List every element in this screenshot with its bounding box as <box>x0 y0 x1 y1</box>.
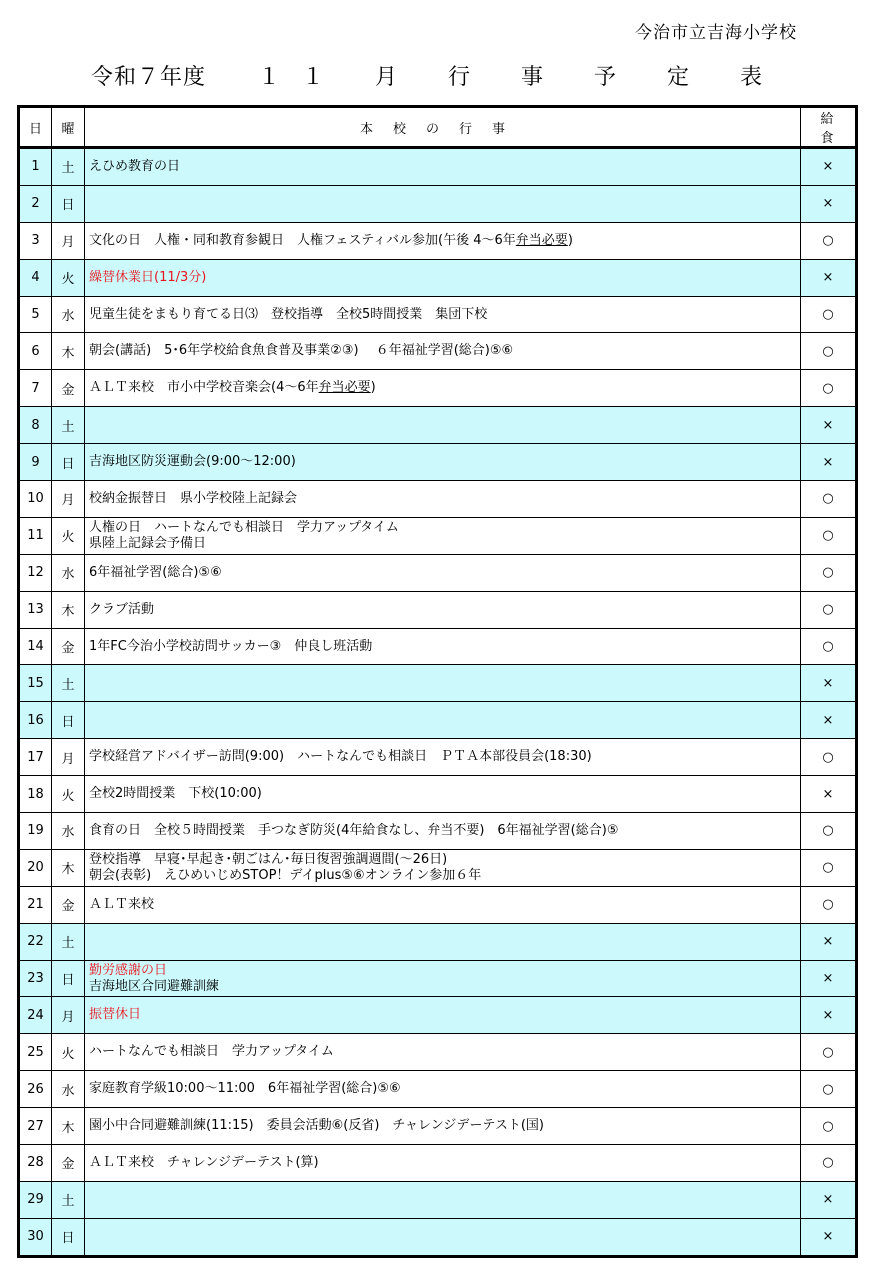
table-row <box>19 333 857 370</box>
weekday-cell: 土 <box>52 923 85 960</box>
meal-cell: ○ <box>801 886 857 923</box>
day-cell: 24 <box>19 997 52 1034</box>
event-text: 弁当必要 <box>515 232 568 248</box>
day-cell: 7 <box>19 370 52 407</box>
table-row <box>19 665 857 702</box>
school-name: 今治市立吉海小学校 <box>635 23 797 43</box>
meal-cell: × <box>801 997 857 1034</box>
day-cell: 1 <box>19 148 52 186</box>
meal-cell: × <box>801 259 857 296</box>
weekday-cell: 土 <box>52 665 85 702</box>
table-row <box>19 517 857 554</box>
weekday-cell: 日 <box>52 185 85 222</box>
day-cell: 19 <box>19 813 52 850</box>
events-cell <box>85 148 801 186</box>
event-text: 吉海地区防災運動会(9:00～12:00) <box>89 454 296 470</box>
schedule-body <box>19 148 857 1257</box>
weekday-cell: 月 <box>52 997 85 1034</box>
meal-cell: ○ <box>801 370 857 407</box>
event-text: 登校指導 早寝･早起き･朝ごはん･毎日復習強調週間(～26日) <box>89 851 448 867</box>
event-line <box>89 520 800 536</box>
meal-cell: ○ <box>801 1145 857 1182</box>
meal-cell: ○ <box>801 591 857 628</box>
events-cell <box>85 628 801 665</box>
col-header-events: 本校の行事 <box>85 107 801 148</box>
day-cell: 29 <box>19 1181 52 1218</box>
meal-cell: × <box>801 185 857 222</box>
table-row <box>19 923 857 960</box>
weekday-cell: 月 <box>52 481 85 518</box>
events-cell <box>85 517 801 554</box>
weekday-cell: 水 <box>52 296 85 333</box>
meal-cell: ○ <box>801 333 857 370</box>
weekday-cell: 日 <box>52 444 85 481</box>
meal-cell: ○ <box>801 1034 857 1071</box>
events-cell <box>85 333 801 370</box>
weekday-cell: 火 <box>52 776 85 813</box>
weekday-cell: 木 <box>52 1108 85 1145</box>
event-text: 弁当必要 <box>318 380 371 396</box>
events-cell <box>85 665 801 702</box>
events-cell <box>85 997 801 1034</box>
event-text: 吉海地区合同避難訓練 <box>89 978 220 994</box>
day-cell: 14 <box>19 628 52 665</box>
event-line <box>89 852 800 868</box>
weekday-cell: 火 <box>52 517 85 554</box>
table-row <box>19 222 857 259</box>
events-cell <box>85 813 801 850</box>
events-cell <box>85 554 801 591</box>
meal-cell: × <box>801 1181 857 1218</box>
events-cell <box>85 222 801 259</box>
weekday-cell: 金 <box>52 370 85 407</box>
event-line <box>89 454 800 470</box>
event-text: 勤労感謝の日 <box>89 962 168 978</box>
event-text: 食育の日 全校５時間授業 手つなぎ防災(4年給食なし、弁当不要) 6年福祉学習(総合)⑤ <box>89 822 619 838</box>
event-line <box>89 1081 800 1097</box>
table-row <box>19 1034 857 1071</box>
table-row <box>19 1218 857 1256</box>
event-text: 1年FC今治小学校訪問サッカー③ 仲良し班活動 <box>89 638 373 654</box>
event-text: えひめ教育の日 <box>89 158 181 174</box>
event-text: 全校2時間授業 下校(10:00) <box>89 786 262 802</box>
day-cell: 15 <box>19 665 52 702</box>
events-cell <box>85 702 801 739</box>
event-text: ) <box>370 380 376 396</box>
events-cell <box>85 591 801 628</box>
events-cell <box>85 1218 801 1256</box>
meal-cell: ○ <box>801 1108 857 1145</box>
meal-cell: × <box>801 960 857 997</box>
table-row <box>19 259 857 296</box>
day-cell: 26 <box>19 1071 52 1108</box>
event-line <box>89 963 800 979</box>
meal-cell: × <box>801 702 857 739</box>
table-row <box>19 1108 857 1145</box>
event-line <box>89 1155 800 1171</box>
table-row <box>19 1181 857 1218</box>
event-text: 学校経営アドバイザー訪問(9:00) ハートなんでも相談日 ＰＴＡ本部役員会(18:30) <box>89 749 592 765</box>
meal-cell: × <box>801 776 857 813</box>
table-row <box>19 185 857 222</box>
weekday-cell: 日 <box>52 960 85 997</box>
day-cell: 9 <box>19 444 52 481</box>
events-cell <box>85 739 801 776</box>
day-cell: 20 <box>19 849 52 886</box>
day-cell: 3 <box>19 222 52 259</box>
event-line <box>89 602 800 618</box>
event-text: クラブ活動 <box>89 601 155 617</box>
meal-cell: ○ <box>801 481 857 518</box>
events-cell <box>85 296 801 333</box>
table-row <box>19 849 857 886</box>
day-cell: 8 <box>19 407 52 444</box>
event-text: 文化の日 人権・同和教育参観日 人権フェスティバル参加(午後 4～6年 <box>89 232 516 248</box>
day-cell: 25 <box>19 1034 52 1071</box>
weekday-cell: 金 <box>52 886 85 923</box>
day-cell: 2 <box>19 185 52 222</box>
events-cell <box>85 1071 801 1108</box>
event-text: 繰替休業日(11/3分) <box>89 269 207 285</box>
events-cell <box>85 481 801 518</box>
table-row <box>19 554 857 591</box>
event-line <box>89 565 800 581</box>
event-line <box>89 536 800 552</box>
weekday-cell: 土 <box>52 1181 85 1218</box>
table-row <box>19 1145 857 1182</box>
event-line <box>89 868 800 884</box>
meal-cell: ○ <box>801 296 857 333</box>
events-cell <box>85 849 801 886</box>
weekday-cell: 日 <box>52 702 85 739</box>
title-year: 令和７年度 <box>91 65 207 90</box>
weekday-cell: 土 <box>52 148 85 186</box>
weekday-cell: 土 <box>52 407 85 444</box>
event-text: ＡＬＴ来校 市小中学校音楽会(4～6年 <box>89 380 319 396</box>
meal-cell: ○ <box>801 813 857 850</box>
event-line <box>89 979 800 995</box>
event-text: 人権の日 ハートなんでも相談日 学力アップタイム <box>89 519 399 535</box>
header-row <box>19 107 857 148</box>
weekday-cell: 金 <box>52 1145 85 1182</box>
table-row <box>19 148 857 186</box>
meal-cell: × <box>801 665 857 702</box>
event-line <box>89 343 800 359</box>
weekday-cell: 水 <box>52 813 85 850</box>
meal-cell: ○ <box>801 222 857 259</box>
weekday-cell: 水 <box>52 1071 85 1108</box>
events-cell <box>85 1108 801 1145</box>
event-text: 県陸上記録会予備日 <box>89 535 207 551</box>
table-row <box>19 370 857 407</box>
meal-cell: ○ <box>801 628 857 665</box>
day-cell: 10 <box>19 481 52 518</box>
event-text: ＡＬＴ来校 <box>89 896 155 912</box>
meal-cell: × <box>801 148 857 186</box>
weekday-cell: 火 <box>52 259 85 296</box>
meal-cell: ○ <box>801 554 857 591</box>
event-text: 家庭教育学級10:00～11:00 6年福祉学習(総合)⑤⑥ <box>89 1081 401 1097</box>
weekday-cell: 日 <box>52 1218 85 1256</box>
events-cell <box>85 259 801 296</box>
events-cell <box>85 1034 801 1071</box>
table-row <box>19 813 857 850</box>
weekday-cell: 月 <box>52 222 85 259</box>
day-cell: 23 <box>19 960 52 997</box>
title-month: １１ 月 行 事 予 定 表 <box>258 65 784 90</box>
event-text: 児童生徒をまもり育てる日⑶ 登校指導 全校5時間授業 集団下校 <box>89 306 488 322</box>
event-line <box>89 233 800 249</box>
meal-cell: × <box>801 444 857 481</box>
event-text: 6年福祉学習(総合)⑤⑥ <box>89 564 222 580</box>
table-row <box>19 407 857 444</box>
event-text: ハートなんでも相談日 学力アップタイム <box>89 1044 334 1060</box>
event-line <box>89 1007 800 1023</box>
table-row <box>19 481 857 518</box>
day-cell: 22 <box>19 923 52 960</box>
day-cell: 27 <box>19 1108 52 1145</box>
event-line <box>89 270 800 286</box>
event-line <box>89 897 800 913</box>
events-cell <box>85 923 801 960</box>
table-row <box>19 444 857 481</box>
events-cell <box>85 886 801 923</box>
table-row <box>19 702 857 739</box>
event-text: 朝会(表彰) えひめいじめSTOP！デイplus⑤⑥オンライン参加６年 <box>89 867 482 883</box>
day-cell: 21 <box>19 886 52 923</box>
day-cell: 5 <box>19 296 52 333</box>
events-cell <box>85 1181 801 1218</box>
day-cell: 17 <box>19 739 52 776</box>
table-row <box>19 739 857 776</box>
day-cell: 6 <box>19 333 52 370</box>
meal-cell: ○ <box>801 849 857 886</box>
event-text: 園小中合同避難訓練(11:15) 委員会活動⑥(反省) チャレンジデーテスト(国) <box>89 1118 544 1134</box>
day-cell: 13 <box>19 591 52 628</box>
events-cell <box>85 776 801 813</box>
col-header-dow: 曜 <box>52 107 85 148</box>
day-cell: 28 <box>19 1145 52 1182</box>
weekday-cell: 金 <box>52 628 85 665</box>
weekday-cell: 木 <box>52 333 85 370</box>
event-text: 校納金振替日 県小学校陸上記録会 <box>89 490 298 506</box>
event-line <box>89 639 800 655</box>
event-line <box>89 786 800 802</box>
event-line <box>89 380 800 396</box>
event-line <box>89 749 800 765</box>
day-cell: 11 <box>19 517 52 554</box>
table-row <box>19 628 857 665</box>
weekday-cell: 木 <box>52 849 85 886</box>
table-row <box>19 1071 857 1108</box>
meal-cell: ○ <box>801 517 857 554</box>
event-text: ＡＬＴ来校 チャレンジデーテスト(算) <box>89 1154 319 1170</box>
day-cell: 12 <box>19 554 52 591</box>
event-line <box>89 159 800 175</box>
day-cell: 30 <box>19 1218 52 1256</box>
events-cell <box>85 185 801 222</box>
event-line <box>89 491 800 507</box>
table-row <box>19 960 857 997</box>
table-row <box>19 296 857 333</box>
weekday-cell: 月 <box>52 739 85 776</box>
meal-cell: × <box>801 923 857 960</box>
event-text: 振替休日 <box>89 1007 142 1023</box>
day-cell: 18 <box>19 776 52 813</box>
col-header-day: 日 <box>19 107 52 148</box>
table-row <box>19 886 857 923</box>
meal-cell: × <box>801 1218 857 1256</box>
event-line <box>89 1044 800 1060</box>
day-cell: 4 <box>19 259 52 296</box>
meal-cell: ○ <box>801 1071 857 1108</box>
schedule-table <box>17 105 858 1258</box>
page-title <box>0 60 875 91</box>
event-line <box>89 307 800 323</box>
table-row <box>19 591 857 628</box>
day-cell: 16 <box>19 702 52 739</box>
events-cell <box>85 407 801 444</box>
events-cell <box>85 370 801 407</box>
table-row <box>19 997 857 1034</box>
events-cell <box>85 444 801 481</box>
weekday-cell: 木 <box>52 591 85 628</box>
event-text: 朝会(講話) 5･6年学校給食魚食普及事業②③) ６年福祉学習(総合)⑤⑥ <box>89 343 514 359</box>
meal-cell: ○ <box>801 739 857 776</box>
event-text: ) <box>567 232 573 248</box>
col-header-meal: 給食 <box>801 107 857 148</box>
events-cell <box>85 1145 801 1182</box>
event-line <box>89 1118 800 1134</box>
events-cell <box>85 960 801 997</box>
table-row <box>19 776 857 813</box>
weekday-cell: 水 <box>52 554 85 591</box>
meal-cell: × <box>801 407 857 444</box>
weekday-cell: 火 <box>52 1034 85 1071</box>
event-line <box>89 823 800 839</box>
